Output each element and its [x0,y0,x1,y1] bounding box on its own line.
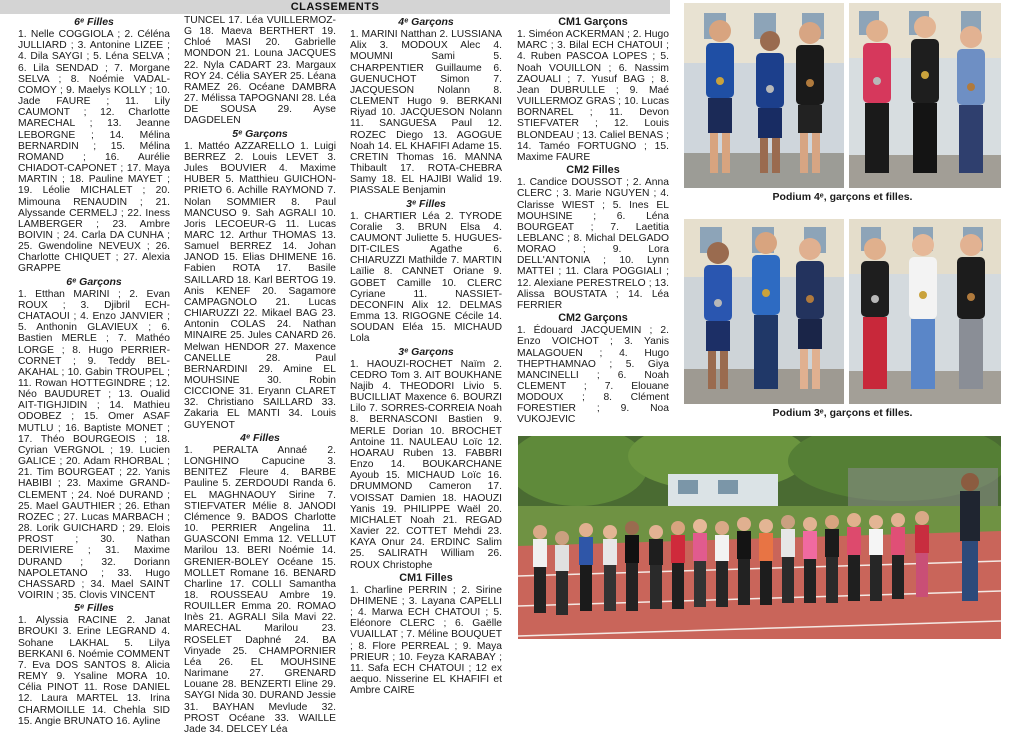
ranking-list: 1. Alyssia RACINE 2. Janat BROUKI 3. Erine LEGRAND 4. Sohane LAKHAL 5. Lilya BERKANI 6. Noémie COMMENT 7. Eva DOS SANTOS 8. Alicia REMY 9. Ysaline MORA 10. Célia PINOT 11. Rose DANIEL 12. Laura MARTEL 13. Irina CHARMOILLE 14. Chehla SID 15. Angie BRUNATO 16. Ayline [18,615,170,727]
ranking-list: 1. MARINI Natthan 2. LUSSIANA Alix 3. MODOUX Alec 4. MOUMNI Sami 5. CHARPENTIER Guillaume 6. GUENUCHOT Simon 7. JACQUESON Nolann 8. CLEMENT Hugo 9. BERKANI Riyad 10. JACQUESON Nolann 11. SANGUESA Paul 12. ROZEC Diego 13. AGOGUE Noah 14. EL KHAFIFI Adame 15. CRETIN Thomas 16. MANNA Thibault 17. ROTA-CHEBRA Samy 18. EL HAJIBI Walid 19. PIASSALE Benjamin [350,29,502,197]
ranking-list: 1. Nelle COGGIOLA ; 2. Céléna JULLIARD ; 3. Antonine LIZEE ; 4. Dila SAYGI ; 5. Léna SELVA ; 6. Lila SENDAD ; 7. Morgane SELVA ; 8. Noémie VADAL-COMOY ; 9. Maelys KOLLY ; 10. Jade FAURE ; 11. Lily CAUMONT ; 12. Charlotte MARECHAL ; 13. Jeanne LEBORGNE ; 14. Mélina BERNARDIN ; 15. Mélina ROMAND ; 16. Aurélie CHIADOT-CAPONET ; 17. Maya MARTIN ; 18. Pauline MAYET ; 19. Léolie MICHALET ; 20. Mimouna RENAUDIN ; 21. Alyssande CERMELJ ; 22. Iness LAMBERGER ; 23. Ambre BOIVIN ; 24. Carla DA CUNHA ; 25. Gwendoline NEVEUX ; 26. Charlotte CHIQUET ; 27. Alexia GRAPPE [18,29,170,275]
category-heading: 5ᵉ Filles [74,602,114,615]
podium-4e-caption: Podium 4ᵉ, garçons et filles. [772,191,913,203]
ranking-list: 1. Mattéo AZZARELLO 1. Luigi BERREZ 2. Louis LEVET 3. Jules BOUVIER 4. Maxime HUBER 5. Matthieu GUICHON-PRIETO 6. Achille RAYMOND 7. Nolan SOMMIER 8. Paul MANCUSO 9. Sah AGRALI 10. Joris LECOEUR-G 11. Lucas MARC 12. Arthur THOMAS 13. Samuel BERREZ 14. Johan JANOD 15. Elias DHIMENE 16. Fabien ROTA 17. Basile SAILLARD 18. Karl BERTOG 19. Anis KENEF 20. Sagamore CAMPAGNOLO 21. Lucas CHIARUZZI 22. Mikael BAG 23. Antonin COLAS 24. Nathan MINAIRE 25. Jules CANARD 26. Melwan HENDOR 27. Maxence CANELLE 28. Paul BERNARDINI 29. Amine EL MOUHSINE 30. Robin CICCIONE 31. Eryann CLARET 32. Christiano SAILLARD 33. Zakaria EL MANTI 34. Louis GUYENOT [184,140,336,431]
results-column-3 [350,15,502,696]
category-heading: 4ᵉ Garçons [398,16,454,28]
group-on-track-photo [518,436,1001,639]
ranking-list: 1. Etthan MARINI ; 2. Evan ROUX ; 3. Djibril ECH-CHATAOUI ; 4. Enzo JANVIER ; 5. Anthonin GLAVIEUX ; 6. Bastien MERLE ; 7. Mathéo LORGE ; 8. Hugo PERRIER-CORNET ; 9. Teddy BEL-AKAHAL ; 10. Gabin TROUPEL ; 11. Rowan HOTTEGINDRE ; 12. Néo BAUDURET ; 13. Oualid AIT-TIGHJIDIN ; 14. Mathieu ODOBEZ ; 15. Omer ASAF MUTLU ; 16. Baptiste MONET ; 17. Théo BOURGEOIS ; 18. Cyrian VERGNOL ; 19. Lucien GALICE ; 20. Adam RHORBAL ; 21. Tim BOURGEAT ; 22. Yanis HABIBI ; 23. Maxime GRAND-CLEMENT ; 24. Noé DURAND ; 25. Mael GAUTHIER ; 26. Ethan ROZEC ; 27. Lucas MARBACH ; 28. Lorik GUICHARD ; 29. Elois PROST ; 30. Nathan DERIVIERE ; 31. Maxime DURAND ; 32. Doriann NAPOLETANO ; 33. Hugo CHASSARD ; 34. Mael SAINT VOIRIN ; 35. Clovis VINCENT [18,288,170,601]
category-heading: CM1 Garçons [558,16,628,28]
section-title: CLASSEMENTS [290,1,380,13]
category-heading: 5ᵉ Garçons [232,127,288,140]
podium-3e-caption: Podium 3ᵉ, garçons et filles. [772,407,913,419]
results-column-4 [517,15,669,426]
ranking-list: 1. CHARTIER Léa 2. TYRODE Coralie 3. BRUN Elsa 4. CAUMONT Juliette 5. HUGUES-DIT-CILES Agathe 6. CHIARUZZI Mathilde 7. MARTIN Laïlie 8. CANNET Oriane 9. GOBET Camille 10. CLERC Cyriane 11. NASSIET-DECONFIN Alix 12. DELMAS Emma 13. RIGOGNE Cécile 14. SOUDAN Eléa 15. MICHAUD Lola [350,210,502,345]
category-heading: 6ᵉ Filles [74,16,114,28]
podium-3e-girls-photo [849,219,1001,404]
podium-3e-boys-photo [684,219,844,404]
category-heading: CM1 Filles [399,571,453,584]
results-column-1 [18,15,170,727]
category-heading: 3ᵉ Filles [406,197,446,210]
ranking-list: 1. Charline PERRIN ; 2. Sirine DHIMENE ; 3. Layana CAPELLI ; 4. Marwa ECH CHATOUI ; 5. Eléonore CLERC ; 6. Gaëlle VUAILLAT ; 7. Méline BOUQUET ; 8. Flore PERREAL ; 9. Maya PRIEUR ; 10. Feyza KARABAY ; 11. Safa ECH CHATOUI ; 12 ex aequo. Nisserine EL KHAFIFI et Ambre CAIRE [350,584,502,697]
results-column-2 [184,15,336,735]
ranking-list: 1. Édouard JACQUEMIN ; 2. Enzo VOICHOT ; 3. Yanis MALAGOUEN ; 4. Hugo THEPTHAMNAO ; 5. Giya MANCINELLI ; 6. Noah CLEMENT ; 7. Elouane MODOUX ; 8. Clément FORESTIER ; 9. Noa VUKOJEVIC [517,325,669,426]
ranking-list-continued: TUNCEL 17. Léa VUILLERMOZ-G 18. Maeva BERTHERT 19. Chloé MASI 20. Gabrielle MONDON 21. Louna JACQUES 22. Nyla CADART 23. Margaux ROY 24. Célia SAYER 25. Léana RAMEZ 26. Océane DAMBRA 27. Mélissa TAPOGNANI 28. Léa DE SOUSA 29. Ayse DAGDELEN [184,15,336,127]
podium-4e-girls-photo [849,3,1001,188]
ranking-list: 1. HAOUZI-ROCHET Naïm 2. CEDRO Tom 3. AIT BOUKHANE Najib 4. THEODORI Livio 5. BUCILLIAT Maxence 6. BOURZI Lilo 7. SORRES-CORREIA Noah 8. BERNASCONI Bastien 9. MERLE Dorian 10. BROCHET Antoine 11. NAULEAU Loïc 12. HOARAU Ruben 13. FABBRI Enzo 14. BOUKARCHANE Ayoub 15. MICHAUD Loïc 16. DRUMMOND Cameron 17. VOISSAT Damien 18. HAOUZI Yanis 19. PHILIPPE Waël 20. MICHALET Noah 21. REGAD Xavier 22. COTTET Mehdi 23. KAYA Onur 24. ERDINC Salim 25. SALIRATH William 26. ROUX Christophe [350,358,502,571]
category-heading: 6ᵉ Garçons [66,275,122,288]
ranking-list: 1. PERALTA Annaé 2. LONGHINO Capucine 3. BENITEZ Fleure 4. BARBE Pauline 5. ZERDOUDI Randa 6. EL MAGHNAOUY Sirine 7. STIEFVATER Mélie 8. JANODI Clémence 9. BADOS Charlotte 10. PERRIER Angelina 11. GUASCONI Emma 12. VELLUT Marilou 13. BERI Noémie 14. GRENIER-BOLEY Océane 15. MOLLET Romane 16. BENARD Charline 17. COLLI Samantha 18. ROUSSEAU Ambre 19. ROUILLER Emma 20. ROMAO Inès 21. AGRALI Sila Mavi 22. MARECHAL Marilou 23. ROSELET Daphné 24. BA Vinyade 25. CHAMPORNIER Léa 26. EL MOUHSINE Narimane 27. GRENARD Louane 28. BENZERTI Eline 29. SAYGI Nida 30. DURAND Jessie 31. BAYHAN Mevlude 32. PROST Océane 33. WAILLE Jade 34. DELCEY Léa [184,444,336,735]
ranking-list: 1. Candice DOUSSOT ; 2. Anna CLERC ; 3. Marie NGUYEN ; 4. Clarisse WIEST ; 5. Ines EL MOUHSINE ; 6. Léna BOURGEAT ; 7. Laetitia LEBLANC ; 8. Michal DELGADO MORAO ; 9. Lora DELL'ANTONIA ; 10. Lynn MATTEI ; 11. Clara POGGIALI ; 12. Alexiane PERESTRELO ; 13. Alissa BOUSTATA ; 14. Léa FERRIER [517,177,669,311]
category-heading: CM2 Garçons [558,312,628,325]
category-heading: CM2 Filles [566,164,620,177]
category-heading: 3ᵉ Garçons [398,345,454,358]
podium-4e-boys-photo [684,3,844,188]
ranking-list: 1. Siméon ACKERMAN ; 2. Hugo MARC ; 3. Bilal ECH CHATOUI ; 4. Ruben PASCOA LOPES ; 5. Noah VOUILLON ; 6. Nassim ZAOUALI ; 7. Yusuf BAG ; 8. Jean DUBRULLE ; 9. Maé VUILLERMOZ GRAS ; 10. Lucas BORNAREL ; 11. Devon STIEFVATER ; 12. Louis BLONDEAU ; 13. Caliel BENAS ; 14. Taméo FORTUGNO ; 15. Maxime FAURE [517,29,669,163]
section-header-bar [0,0,670,14]
category-heading: 4ᵉ Filles [240,431,280,444]
